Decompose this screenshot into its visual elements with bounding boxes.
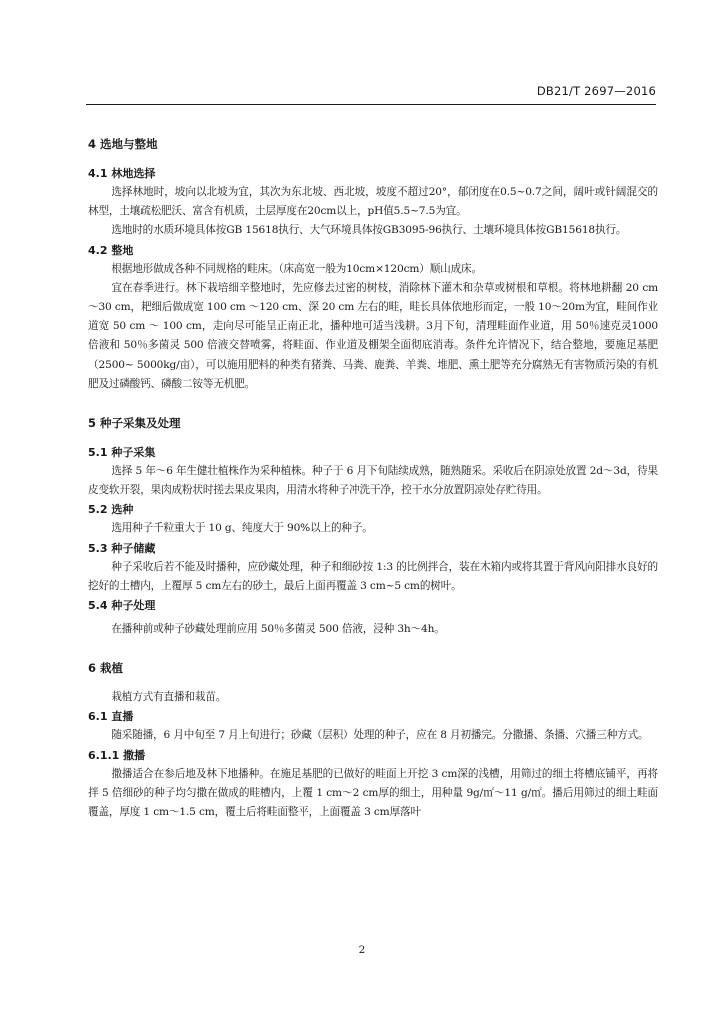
header-rule	[86, 104, 656, 105]
section-5-3-paragraph-1: 种子采收后若不能及时播种，应砂藏处理，种子和细砂按 1:3 的比例拌合，装在木箱内或将其置于背风向阳排水良好的挖好的土槽内，上覆厚 5 cm左右的砂土，最后上面再覆盖 3 cm~5 cm的树叶。	[88, 560, 658, 592]
section-4-2-paragraph-1: 根据地形做成各种不同规格的畦床。（床高宽一般为10cm×120cm）顺山成床。	[111, 262, 482, 275]
section-5-title: 5 种子采集及处理	[88, 416, 181, 431]
page-number: 2	[358, 944, 366, 956]
section-5-1-paragraph-1: 选择 5 年～6 年生健壮植株作为采种植株。种子于 6 月下旬陆续成熟，随熟随采。采收后在阴凉处放置 2d～3d，待果皮变软开裂，果肉成粉状时搓去果皮果肉，用清水将种子冲洗干净，控干水分放置阴凉处存贮待用。	[88, 465, 658, 497]
section-5-4-paragraph-1: 在播种前或种子砂藏处理前应用 50％多菌灵 500 倍液，浸种 3h～4h。	[111, 623, 445, 636]
section-5-4-title: 5.4 种子处理	[88, 599, 156, 613]
standard-code: DB21/T 2697—2016	[536, 84, 656, 98]
section-4-1-title: 4.1 林地选择	[88, 167, 156, 180]
section-6-1-1-paragraph-1: 撒播适合在参后地及林下地播种。在施足基肥的已做好的畦面上开挖 3 cm深的浅槽，用筛过的细土将槽底铺平，再将拌 5 倍细砂的种子均匀撒在做成的畦槽内，上覆 1 cm～2 cm厚的细土，用种量 9g/㎡～11 g/㎡。播后用筛过的细土畦面覆盖，厚度 1 cm～1.5 cm，覆土后将畦面整平，上面覆盖 3 cm厚落叶	[88, 767, 658, 819]
section-4-1-paragraph-2: 选地时的水质环境具体按GB 15618执行、大气环境具体按GB3095-96执行、土壤环境具体按GB15618执行。	[111, 224, 627, 237]
section-5-1-title: 5.1 种子采集	[88, 446, 156, 460]
section-6-1-1-title: 6.1.1 撒播	[88, 748, 146, 762]
section-5-2-title: 5.2 选种	[88, 503, 134, 517]
section-6-intro: 栽植方式有直播和栽苗。	[111, 691, 227, 704]
section-6-1-title: 6.1 直播	[88, 710, 134, 724]
section-4-1-paragraph-1: 选择林地时，坡向以北坡为宜，其次为东北坡、西北坡，坡度不超过20°，郁闭度在0.5~0.7之间，阔叶或针阔混交的林型，土壤疏松肥沃、富含有机质，土层厚度在20cm以上，pH值5.5~7.5为宜。	[88, 186, 658, 218]
section-4-2-paragraph-2: 宜在春季进行。林下栽培细辛整地时，先应修去过密的树枝，消除林下灌木和杂草或树根和草根。将林地耕翻 20 cm ～30 cm，耙细后做成宽 100 cm ～120 cm、深 20 cm 左右的畦，畦长具体依地形而定，一般 10～20m为宜，畦间作业道宽 50 cm ～ 100 cm，走向尽可能呈正南正北，播种地可适当浅耕。3月下旬，清理畦面作业道，用 50％速克灵1000 倍液和 50％多菌灵 500 倍液交替喷雾，将畦面、作业道及棚架全面彻底消毒。条件允许情况下，结合整地，要施足基肥（2500~ 5000kg/亩），可以施用肥料的种类有猪粪、马粪、鹿粪、羊粪、堆肥、熏土肥等充分腐熟无有害物质污染的有机肥及过磷酸钙、磷酸二铵等无机肥。	[88, 281, 658, 390]
section-4-title: 4 选地与整地	[88, 137, 158, 151]
section-5-2-paragraph-1: 选用种子千粒重大于 10 g、纯度大于 90%以上的种子。	[111, 522, 373, 535]
section-5-3-title: 5.3 种子储藏	[88, 541, 156, 555]
section-4-2-title: 4.2 整地	[88, 243, 134, 257]
section-6-title: 6 栽植	[88, 661, 124, 676]
document-body	[88, 135, 658, 822]
section-6-1-paragraph-1: 随采随播，6 月中旬至 7 月上旬进行；砂藏（层积）处理的种子，应在 8 月初播完。分撒播、条播、穴播三种方式。	[111, 729, 649, 742]
